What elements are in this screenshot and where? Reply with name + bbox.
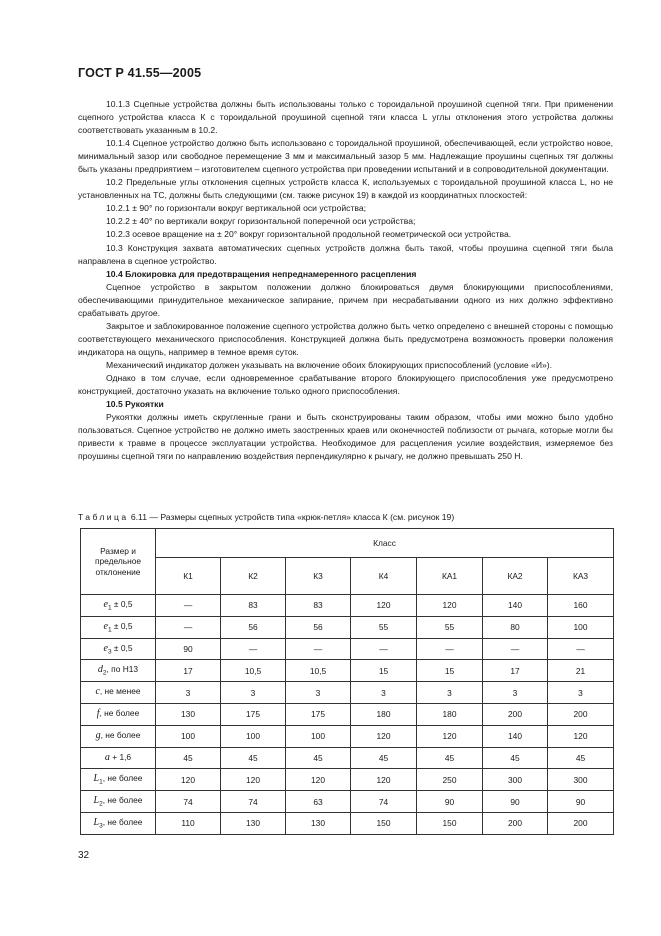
table-cell: 180 — [417, 703, 483, 725]
table-cell: 3 — [483, 682, 548, 704]
table-cell: 45 — [156, 747, 221, 769]
table-cell: 3 — [221, 682, 286, 704]
row-label — [81, 703, 156, 725]
row-label — [81, 638, 156, 660]
row-symbol: e — [103, 642, 108, 654]
table-cell: 150 — [417, 812, 483, 834]
table-cell: 3 — [351, 682, 417, 704]
table-cell: 56 — [286, 616, 351, 638]
table-cell: 175 — [221, 703, 286, 725]
table-cell: 45 — [286, 747, 351, 769]
table-row — [81, 791, 614, 813]
table-cell: 90 — [483, 791, 548, 813]
table-cell: 3 — [417, 682, 483, 704]
table-cell: 80 — [483, 616, 548, 638]
row-label — [81, 682, 156, 704]
table-cell: 140 — [483, 595, 548, 617]
row-subscript: 1 — [107, 626, 112, 634]
table-cell: — — [483, 638, 548, 660]
table-row — [81, 747, 614, 769]
table-cell: 120 — [351, 725, 417, 747]
row-suffix: , не более — [102, 795, 143, 806]
paragraph: 10.2.3 осевое вращение на ± 20° вокруг горизонтальной продольной геометрической оси устройства. — [106, 229, 512, 240]
table-cell: 10,5 — [286, 660, 351, 682]
table-cell: 160 — [548, 595, 614, 617]
dimensions-table — [80, 528, 614, 835]
row-suffix: , не более — [100, 729, 141, 740]
row-suffix: , не более — [102, 817, 143, 828]
row-symbol: a — [104, 751, 110, 763]
paragraph: 10.2.1 ± 90° по горизонтали вокруг вертикальной оси устройства; — [106, 203, 367, 214]
row-subscript: 2 — [99, 800, 103, 808]
table-cell: 17 — [156, 660, 221, 682]
page-number: 32 — [78, 850, 90, 861]
paragraph: 10.3 Конструкция захвата автоматических сцепных устройств должна быть такой, чтобы проушина сцепной тяги была направлена в сцепное устройство. — [78, 242, 613, 266]
table-caption — [78, 512, 454, 522]
table-cell: 15 — [351, 660, 417, 682]
row-suffix: ± 0,5 — [111, 599, 133, 610]
table-row — [81, 660, 614, 682]
table-cell: 90 — [548, 791, 614, 813]
table-cell: 120 — [351, 769, 417, 791]
table-cell: 175 — [286, 703, 351, 725]
table-cell: 120 — [351, 595, 417, 617]
table-row — [81, 682, 614, 704]
paragraph: Рукоятки должны иметь скругленные грани и быть сконструированы таким образом, чтобы ими можно было удобно пользоваться. Сцепное устройство не должно иметь заостренных краев или оконечностей поблизости от рычага, которые могли бы привести к травме в процессе эксплуатации устройства. Необходимое для расцепления усилие воздействия, измеряемое без проушины сцепной тяги по направлению воздействия перпендикулярно к рычагу, не должно превышать 250 Н. — [78, 412, 613, 462]
table-cell: 100 — [156, 725, 221, 747]
class-header-cell: КА3 — [548, 558, 614, 595]
table-cell: 120 — [156, 769, 221, 791]
table-cell: 300 — [548, 769, 614, 791]
row-symbol: f — [96, 708, 100, 720]
row-label — [81, 660, 156, 682]
paragraph: 10.1.4 Сцепное устройство должно быть использовано с тороидальной проушиной, обеспечивающей, если устройство новое, минимальный зазор или свободное перемещение 3 мм и максимальный зазор 5 мм. Надлежащие проушины сцепных тяг должны быть указаны предприятием – изготовителем сцепного устройства при проведении испытаний и в сопроводительной документации. — [78, 138, 613, 175]
table-cell: 3 — [548, 682, 614, 704]
row-suffix: + 1,6 — [109, 751, 132, 762]
table-cell: 83 — [286, 595, 351, 617]
table-cell: 63 — [286, 791, 351, 813]
table-cell: 55 — [351, 616, 417, 638]
table-cell: 83 — [221, 595, 286, 617]
class-header-cell: К4 — [351, 558, 417, 595]
table-cell: 180 — [351, 703, 417, 725]
table-row — [81, 812, 614, 834]
table-cell: 45 — [417, 747, 483, 769]
class-header-cell: КА1 — [417, 558, 483, 595]
row-symbol: e — [103, 620, 108, 632]
table-cell: — — [221, 638, 286, 660]
table-cell: 100 — [221, 725, 286, 747]
class-header-cell: К1 — [156, 558, 221, 595]
row-label — [81, 616, 156, 638]
row-suffix: , не более — [99, 708, 140, 719]
row-symbol: L — [93, 773, 100, 785]
table-cell: 120 — [548, 725, 614, 747]
table-body — [81, 595, 614, 835]
row-label — [81, 812, 156, 834]
table-cell: 100 — [286, 725, 351, 747]
table-cell: 15 — [417, 660, 483, 682]
table-cell: 10,5 — [221, 660, 286, 682]
section-heading: 10.5 Рукоятки — [106, 399, 164, 410]
row-suffix: , не более — [102, 773, 143, 784]
table-cell: 130 — [286, 812, 351, 834]
table-cell: 45 — [483, 747, 548, 769]
table-cell: 130 — [156, 703, 221, 725]
table-cell: 74 — [351, 791, 417, 813]
row-symbol: L — [93, 795, 100, 807]
table-cell: 45 — [548, 747, 614, 769]
row-label — [81, 769, 156, 791]
row-symbol: d — [97, 664, 103, 676]
header-param: Размер и предельное отклонение — [94, 545, 142, 577]
table-cell: 200 — [548, 812, 614, 834]
table-cell: 300 — [483, 769, 548, 791]
table-caption-prefix: Таблица — [78, 512, 129, 522]
table-cell: 120 — [417, 725, 483, 747]
paragraph: Закрытое и заблокированное положение сцепного устройства должно быть четко определено с внешней стороны с помощью соответствующего механического приспособления. Конструкцией должна быть предусмотрена возможность проверки положения индикатора на ощупь, например в темное время суток. — [78, 320, 613, 357]
class-header-cell: К3 — [286, 558, 351, 595]
header-param-cell — [81, 529, 156, 595]
table-cell: 17 — [483, 660, 548, 682]
row-symbol: c — [95, 686, 100, 698]
table-cell: — — [351, 638, 417, 660]
table-cell: 120 — [417, 595, 483, 617]
table-cell: 150 — [351, 812, 417, 834]
document-header: ГОСТ Р 41.55—2005 — [78, 66, 202, 80]
table-cell: 100 — [548, 616, 614, 638]
paragraph: Однако в том случае, если одновременное срабатывание второго блокирующего приспособления уже предусмотрено конструкцией, достаточно указать на включение только одного приспособления. — [78, 372, 613, 397]
row-symbol: e — [103, 599, 108, 611]
table-cell: 120 — [221, 769, 286, 791]
table-cell: 200 — [548, 703, 614, 725]
table-caption-text: 6.11 — Размеры сцепных устройств типа «крюк-петля» класса К (см. рисунок 19) — [130, 512, 455, 522]
table-row — [81, 769, 614, 791]
table-row — [81, 595, 614, 617]
class-header-cell: КА2 — [483, 558, 548, 595]
row-symbol: L — [93, 817, 100, 829]
paragraph: Сцепное устройство в закрытом положении должно блокироваться двумя блокирующими приспособлениями, обеспечивающими принудительное механическое запирание, причем при несрабатывании одного из них должно эффективно срабатывать другое. — [78, 281, 613, 318]
table-cell: 3 — [156, 682, 221, 704]
header-group-cell — [156, 529, 614, 558]
body-text — [78, 98, 613, 463]
paragraph: Механический индикатор должен указывать на включение обоих блокирующих приспособлений (условие «И»). — [106, 359, 553, 370]
table-cell: 90 — [156, 638, 221, 660]
table-cell: 56 — [221, 616, 286, 638]
table-cell: 45 — [221, 747, 286, 769]
table-cell: — — [548, 638, 614, 660]
row-suffix: , не менее — [99, 686, 141, 697]
table-cell: 110 — [156, 812, 221, 834]
table-cell: — — [156, 616, 221, 638]
table-row — [81, 725, 614, 747]
table-cell: — — [417, 638, 483, 660]
table-cell: 140 — [483, 725, 548, 747]
row-label — [81, 595, 156, 617]
table-cell: 120 — [286, 769, 351, 791]
table-cell: 55 — [417, 616, 483, 638]
paragraph: 10.1.3 Сцепные устройства должны быть использованы только с тороидальной проушиной сцепной тяги. При применении сцепного устройства класса К с тороидальной проушиной сцепной тяги класса L углы отклонения этого устройства должны соответствовать указанным в 10.2. — [78, 99, 613, 136]
row-subscript: 1 — [107, 604, 112, 612]
row-suffix: ± 0,5 — [111, 642, 133, 653]
paragraph: 10.2 Предельные углы отклонения сцепных устройств класса К, используемых с тороидальной проушиной класса L, но не установленных на ТС, должны быть следующими (см. также рисунок 19) в каждой из координатных плоскостей: — [78, 177, 613, 201]
row-suffix: , по Н13 — [106, 664, 139, 675]
header-group: Класс — [373, 538, 396, 548]
class-header-row — [81, 558, 614, 595]
table-cell: — — [286, 638, 351, 660]
table-cell: 130 — [221, 812, 286, 834]
section-heading: 10.4 Блокировка для предотвращения непреднамеренного расцепления — [106, 268, 417, 279]
table-cell: 90 — [417, 791, 483, 813]
row-subscript: 3 — [99, 822, 103, 830]
table-cell: 74 — [221, 791, 286, 813]
table-cell: — — [156, 595, 221, 617]
table-cell: 200 — [483, 812, 548, 834]
table-cell: 21 — [548, 660, 614, 682]
table-cell: 250 — [417, 769, 483, 791]
table-cell: 45 — [351, 747, 417, 769]
table-row — [81, 616, 614, 638]
row-subscript: 2 — [102, 670, 107, 678]
table-cell: 200 — [483, 703, 548, 725]
row-label — [81, 791, 156, 813]
row-symbol: g — [95, 729, 101, 741]
table-row — [81, 638, 614, 660]
row-label — [81, 725, 156, 747]
paragraph: 10.2.2 ± 40° по вертикали вокруг горизонтальной поперечной оси устройства; — [106, 216, 416, 227]
table-cell: 3 — [286, 682, 351, 704]
table-row — [81, 703, 614, 725]
table-cell: 74 — [156, 791, 221, 813]
class-header-cell: К2 — [221, 558, 286, 595]
row-subscript: 1 — [99, 779, 103, 787]
row-subscript: 3 — [107, 648, 112, 656]
row-label — [81, 747, 156, 769]
row-suffix: ± 0,5 — [111, 620, 133, 631]
